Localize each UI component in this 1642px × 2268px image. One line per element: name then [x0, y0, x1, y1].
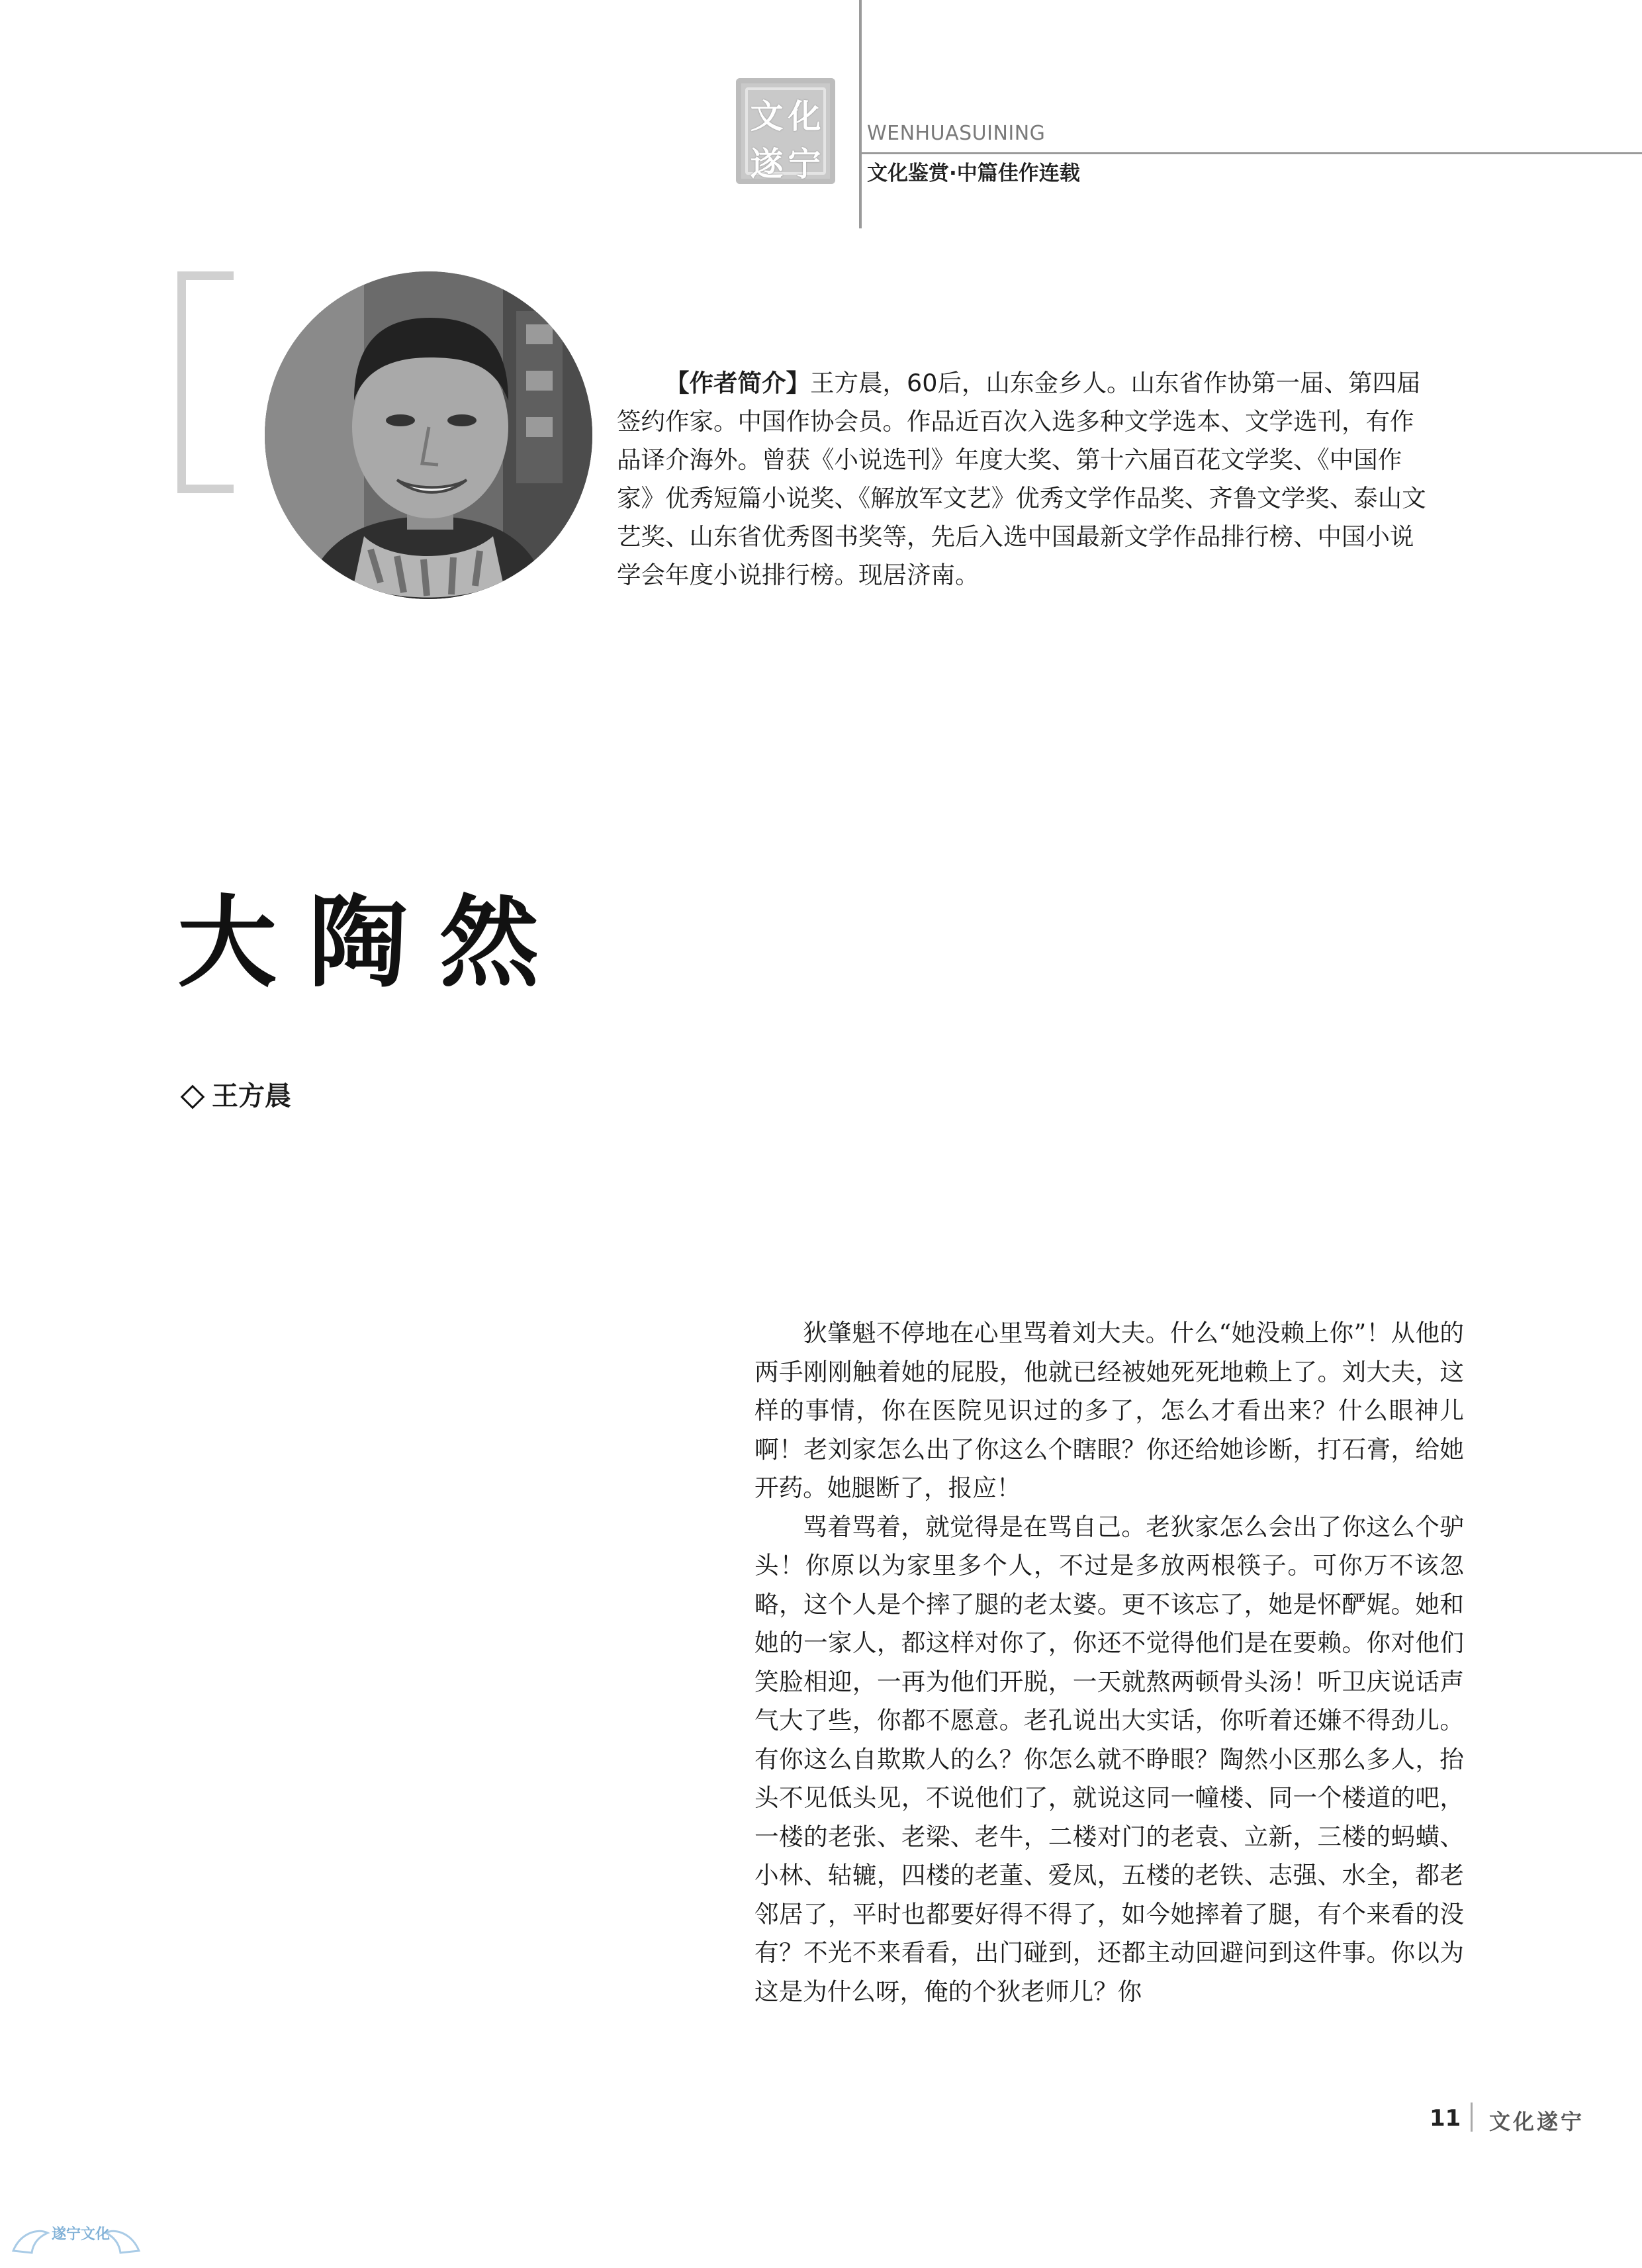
seal-char: 文: [750, 97, 784, 136]
author-portrait: [265, 271, 592, 599]
seal-char: 遂: [750, 144, 784, 183]
magazine-seal-logo: [736, 78, 835, 184]
section-label: 文化鉴赏·中篇佳作连载: [867, 162, 1080, 185]
body-paragraph: 骂着骂着，就觉得是在骂自己。老狄家怎么会出了你这么个驴头！你原以为家里多个人，不过是多放两根筷子。可你万不该忽略，这个人是个摔了腿的老太婆。更不该忘了，她是怀酽娓。她和她的一家人，都这样对你了，你还不觉得他们是在要赖。你对他们笑脸相迎，一再为他们开脱，一天就熬两顿骨头汤！听卫庆说话声气大了些，你都不愿意。老孔说出大实话，你听着还嫌不得劲儿。有你这么自欺欺人的么？你怎么就不睁眼？陶然小区那么多人，抬头不见低头见，不说他们了，就说这同一幢楼、同一个楼道的吧，一楼的老张、老梁、老牛，二楼对门的老袁、立新，三楼的蚂蟥、小林、轱辘，四楼的老董、爱凤，五楼的老铁、志强、水全，都老邻居了，平时也都要好得不得了，如今她摔着了腿，有个来看的没有？不光不来看看，出门碰到，还都主动回避问到这件事。你以为这是为什么呀，俺的个狄老师儿？你: [754, 1512, 1464, 2006]
footer-magazine-title: 文化遂宁: [1489, 2109, 1585, 2134]
author-name: 王方晨: [212, 1080, 291, 1111]
watermark-text: 遂宁文化: [52, 2226, 111, 2243]
author-intro: [617, 364, 1437, 594]
article-title: 大陶然: [177, 886, 571, 1001]
page-number: 11: [1430, 2105, 1461, 2132]
header-horizontal-rule: [862, 152, 1642, 154]
diamond-icon: [181, 1085, 205, 1110]
portrait-illustration: [265, 271, 592, 599]
seal-char: 化: [788, 97, 821, 136]
body-paragraph: 狄肇魁不停地在心里骂着刘大夫。什么“她没赖上你”！从他的两手刚刚触着她的屁股，他就已经被她死死地赖上了。刘大夫，这样的事情，你在医院见识过的多了，怎么才看出来？什么眼神儿啊！老刘家怎么出了你这么个瞎眼？你还给她诊断，打石膏，给她开药。她腿断了，报应！: [754, 1319, 1464, 1502]
author-intro-text: 王方晨，60后，山东金乡人。山东省作协第一届、第四届签约作家。中国作协会员。作品近百次入选多种文学选本、文学选刊，有作品译介海外。曾获《小说选刊》年度大奖、第十六届百花文学奖、《中国作家》优秀短篇小说奖、《解放军文艺》优秀文学作品奖、齐鲁文学奖、泰山文艺奖、山东省优秀图书奖等，先后入选中国最新文学作品排行榜、中国小说学会年度小说排行榜。现居济南。: [617, 369, 1426, 589]
decorative-bracket: [177, 271, 234, 493]
author-intro-label: 【作者简介】: [665, 369, 810, 397]
article-body: [754, 1314, 1464, 2011]
footer-separator: [1471, 2103, 1473, 2132]
magazine-brand: WENHUASUINING: [867, 122, 1046, 145]
header-vertical-rule: [859, 0, 862, 228]
byline: [180, 1075, 291, 1113]
seal-char: 宁: [788, 144, 821, 183]
